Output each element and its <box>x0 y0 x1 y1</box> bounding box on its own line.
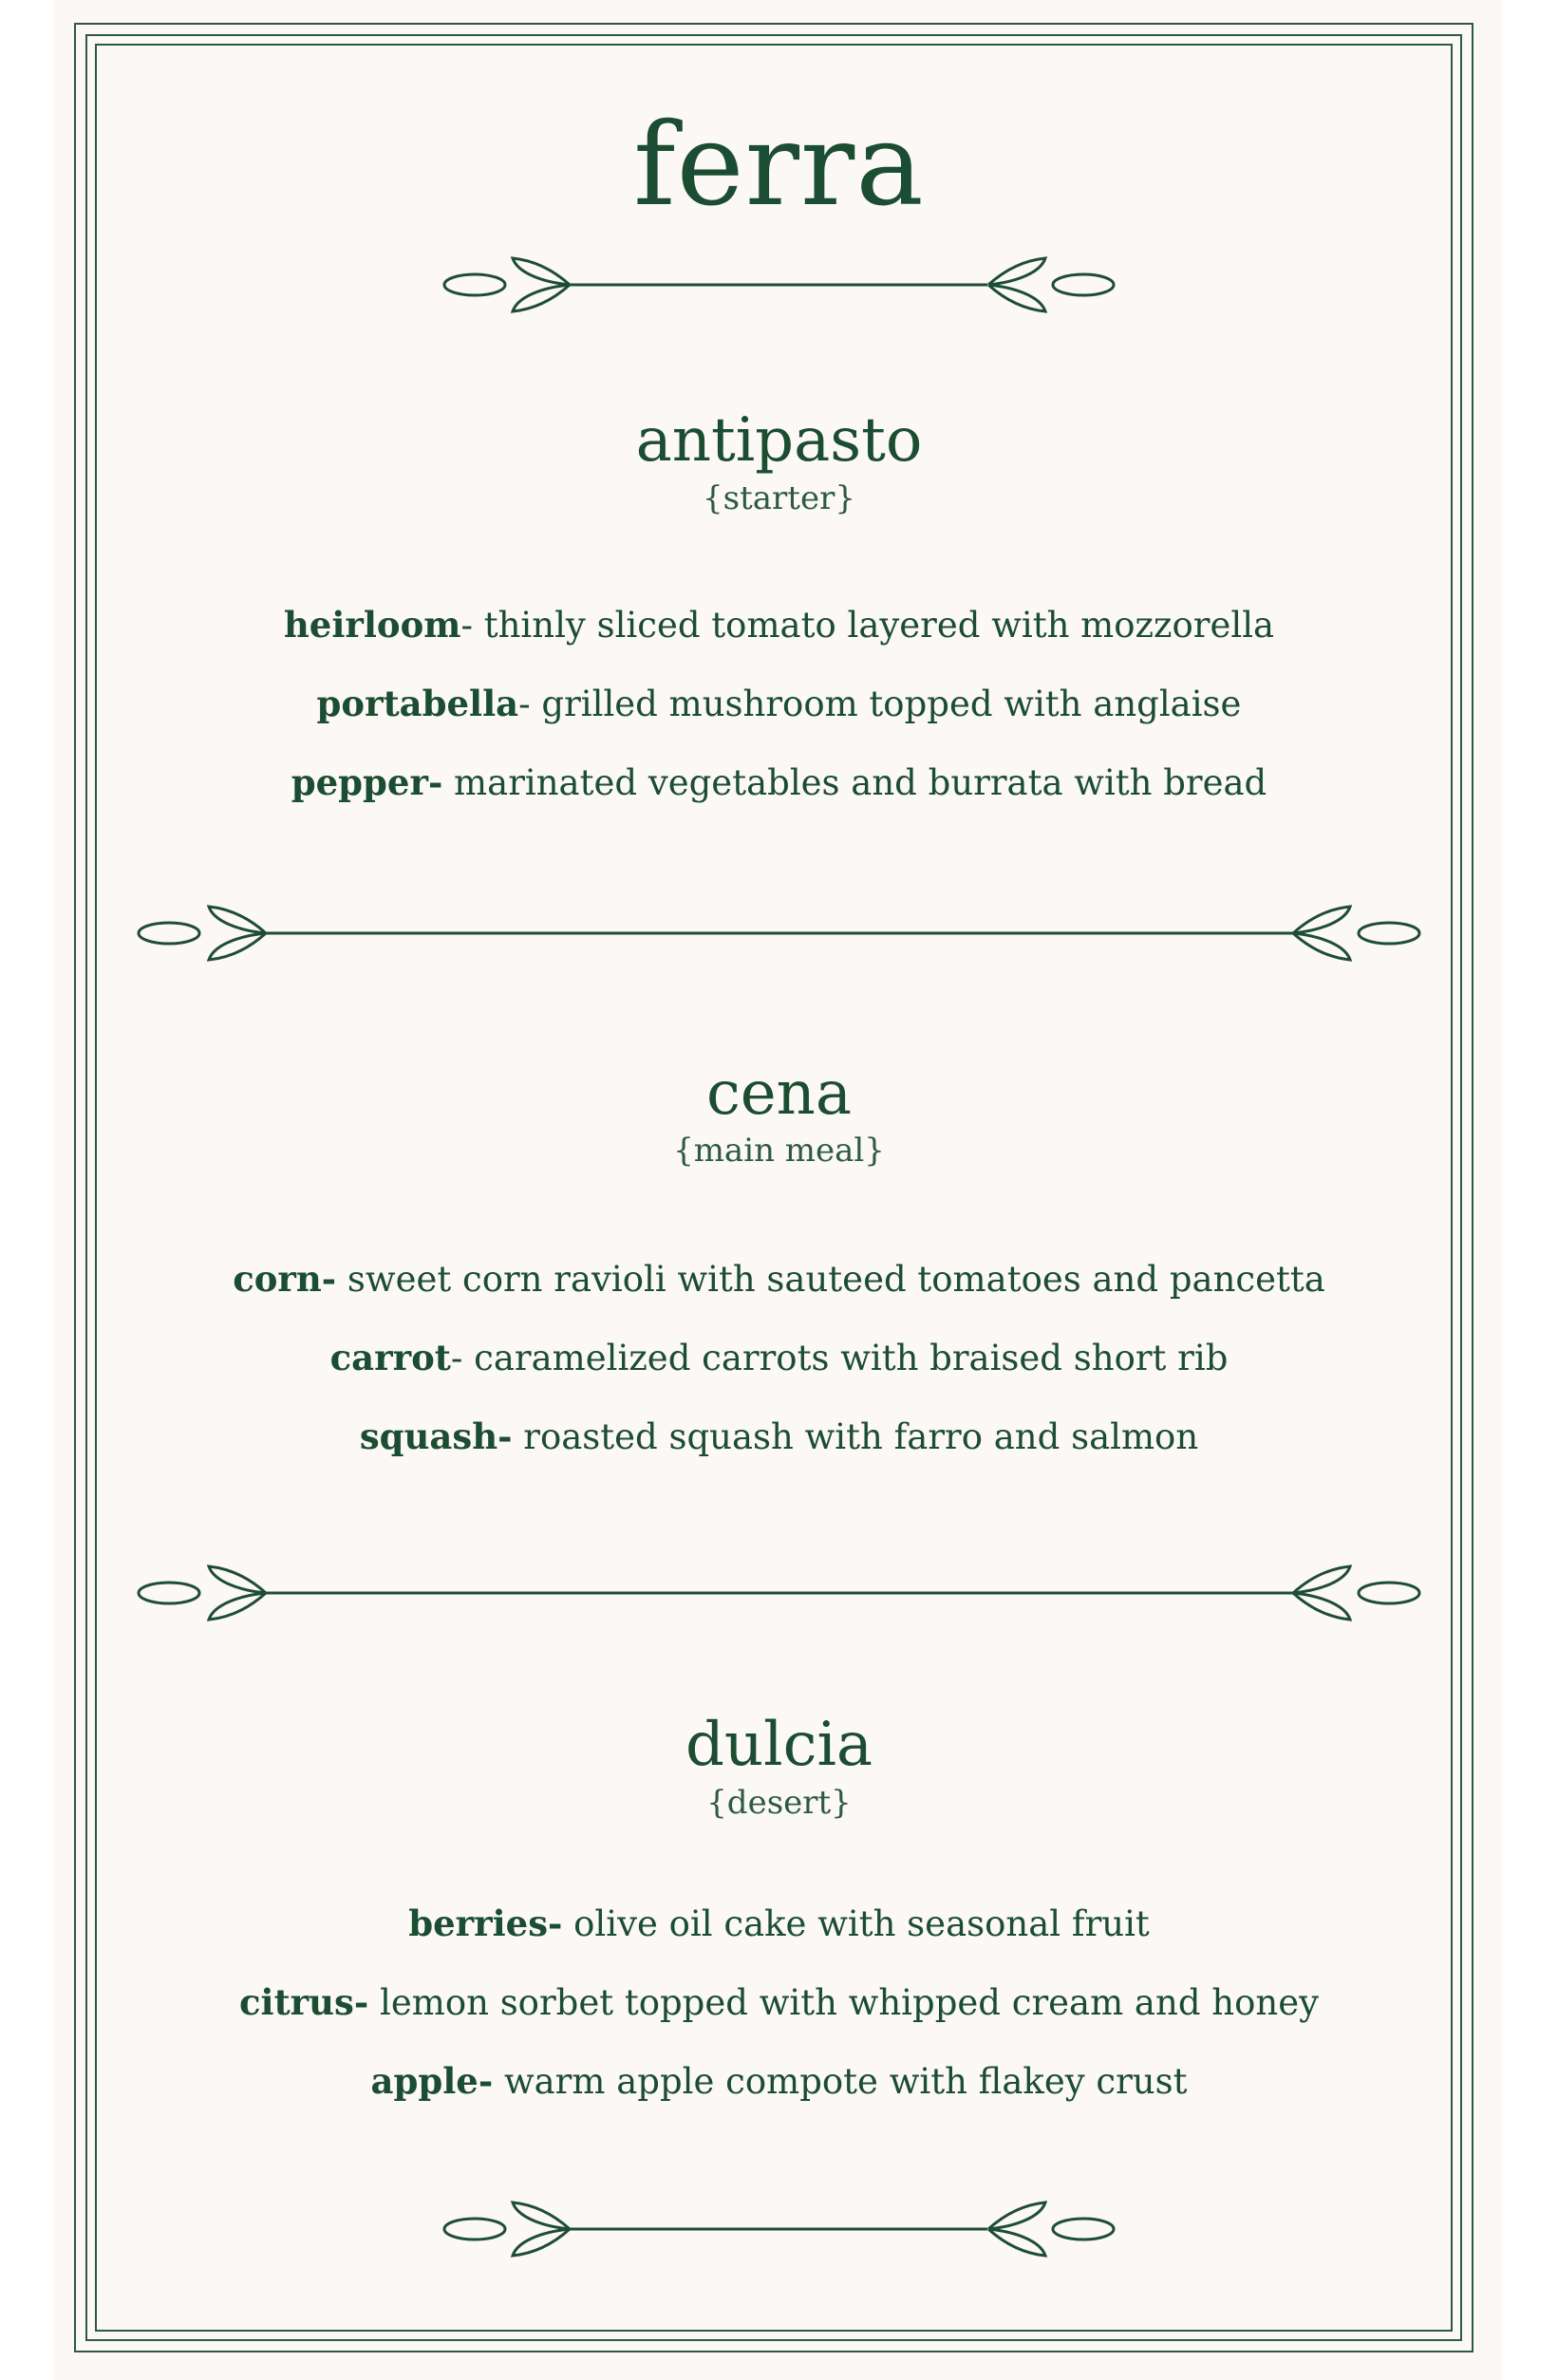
leaf-vine-divider-icon <box>0 2191 1558 2267</box>
menu-item <box>0 1415 1558 1458</box>
item-name: pepper- <box>291 761 443 803</box>
item-description: olive oil cake with seasonal fruit <box>562 1903 1150 1944</box>
item-name: apple- <box>370 2060 494 2102</box>
item-description: marinated vegetables and burrata with bread <box>442 762 1267 803</box>
item-description: - caramelized carrots with braised short rib <box>450 1338 1229 1378</box>
restaurant-name: ferra <box>633 100 925 232</box>
menu-item <box>0 761 1558 804</box>
item-description: sweet corn ravioli with sauteed tomatoes and pancetta <box>336 1259 1325 1300</box>
section-title-cena: cena <box>705 1059 853 1129</box>
menu-item <box>0 1981 1558 2024</box>
item-name: portabella <box>316 683 519 724</box>
item-description: lemon sorbet topped with whipped cream and honey <box>368 1982 1320 2023</box>
menu-item <box>0 604 1558 647</box>
menu-item <box>0 1258 1558 1301</box>
section-subtitle-cena: {main meal} <box>673 1132 885 1170</box>
item-name: corn- <box>233 1258 337 1300</box>
menu-item <box>0 1902 1558 1945</box>
leaf-vine-divider-icon <box>0 895 1558 971</box>
item-description: - thinly sliced tomato layered with mozzorella <box>460 605 1275 646</box>
item-name: squash- <box>359 1415 513 1457</box>
menu-item <box>0 683 1558 725</box>
leaf-left-icon <box>444 258 987 311</box>
section-subtitle-antipasto: {starter} <box>703 479 855 517</box>
section-title-dulcia: dulcia <box>685 1710 873 1780</box>
item-description: roasted squash with farro and salmon <box>512 1416 1199 1457</box>
item-description: warm apple compote with flakey crust <box>493 2061 1188 2102</box>
item-name: citrus- <box>238 1981 369 2023</box>
leaf-vine-divider-icon <box>0 249 1558 325</box>
item-name: heirloom <box>283 604 461 646</box>
leaf-vine-divider-icon <box>0 1555 1558 1631</box>
leaf-right-icon <box>988 258 1114 311</box>
menu-item <box>0 1337 1558 1379</box>
menu-item <box>0 2060 1558 2103</box>
item-name: carrot <box>329 1337 451 1378</box>
section-subtitle-dulcia: {desert} <box>706 1784 852 1822</box>
section-title-antipasto: antipasto <box>635 405 923 476</box>
item-name: berries- <box>408 1902 563 1944</box>
item-description: - grilled mushroom topped with anglaise <box>518 684 1242 724</box>
